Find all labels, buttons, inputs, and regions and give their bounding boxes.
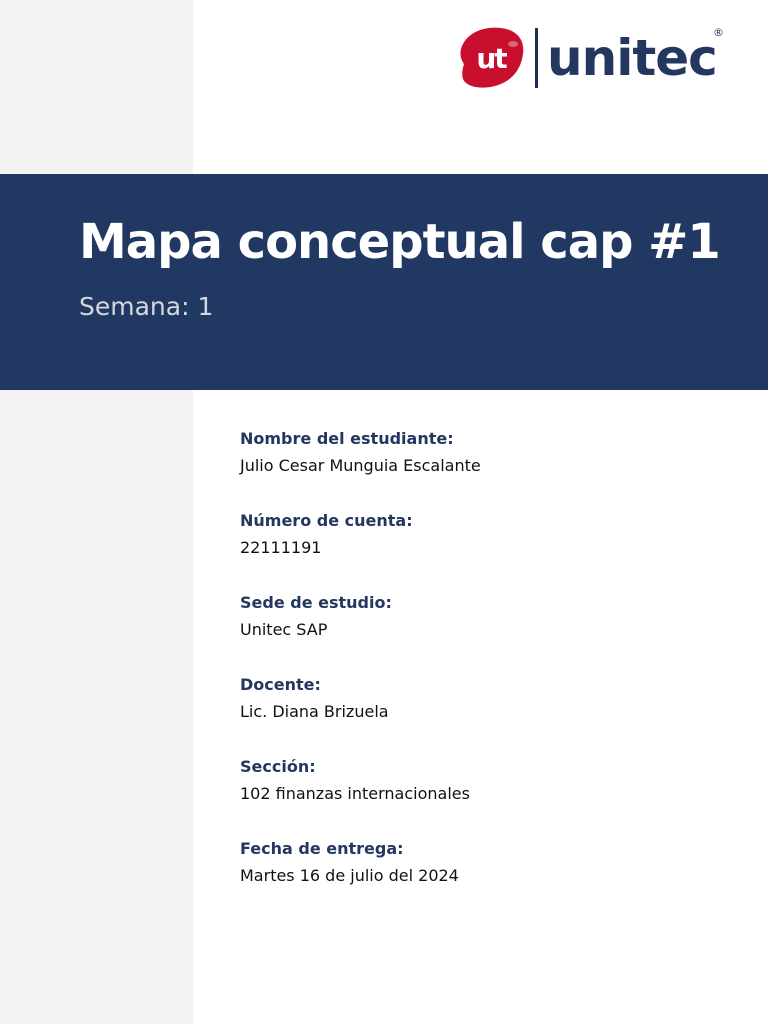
field-value: Unitec SAP xyxy=(240,620,328,639)
field-value: 102 finanzas internacionales xyxy=(240,784,470,803)
side-strip xyxy=(0,0,193,1024)
registered-mark: ® xyxy=(713,26,724,39)
field-section xyxy=(240,754,740,836)
document-title: Mapa conceptual cap #1 xyxy=(79,214,720,270)
field-value: Julio Cesar Munguia Escalante xyxy=(240,456,481,475)
ut-monogram-icon xyxy=(455,24,527,92)
logo-monogram-text: ut xyxy=(476,42,506,75)
logo-wordmark: unitec xyxy=(547,29,717,87)
field-teacher xyxy=(240,672,740,754)
field-account-number xyxy=(240,508,740,590)
title-banner xyxy=(0,174,768,390)
field-student-name xyxy=(240,426,740,508)
field-label: Sede de estudio: xyxy=(240,593,392,612)
field-label: Sección: xyxy=(240,757,316,776)
field-value: Lic. Diana Brizuela xyxy=(240,702,389,721)
field-value: Martes 16 de julio del 2024 xyxy=(240,866,459,885)
logo-divider xyxy=(535,28,538,88)
field-due-date xyxy=(240,836,740,918)
unitec-logo xyxy=(455,24,735,94)
field-label: Nombre del estudiante: xyxy=(240,429,454,448)
field-value: 22111191 xyxy=(240,538,322,557)
field-label: Docente: xyxy=(240,675,321,694)
field-label: Número de cuenta: xyxy=(240,511,413,530)
field-campus xyxy=(240,590,740,672)
student-info xyxy=(240,426,740,918)
document-subtitle: Semana: 1 xyxy=(79,292,214,321)
field-label: Fecha de entrega: xyxy=(240,839,404,858)
